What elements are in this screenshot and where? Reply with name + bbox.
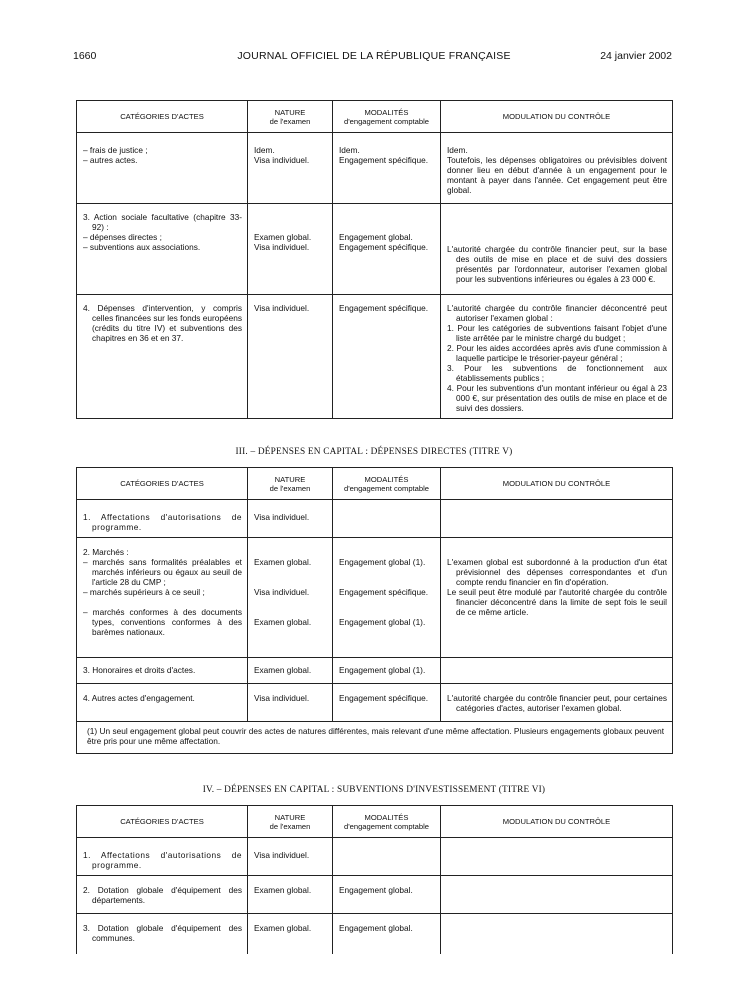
journal-title: JOURNAL OFFICIEL DE LA RÉPUBLIQUE FRANÇAISE	[237, 50, 511, 62]
cell-modalites: Engagement global.	[333, 914, 441, 954]
table-row	[77, 684, 673, 722]
cell-nature: Examen global.	[248, 658, 333, 684]
table-depenses-directes	[76, 467, 673, 754]
cell-nature: Examen global. Visa individuel.	[248, 204, 333, 295]
table-header-row	[77, 806, 673, 838]
cell-categorie: 2. Dotation globale d'équipement des départements.	[77, 876, 248, 914]
cell-modalites	[333, 500, 441, 538]
cell-modalites: Engagement global (1).	[333, 658, 441, 684]
cell-nature: Visa individuel.	[248, 684, 333, 722]
cell-modulation	[441, 658, 673, 684]
section-4-title: IV. – DÉPENSES EN CAPITAL : SUBVENTIONS D'INVESTISSEMENT (TITRE VI)	[202, 785, 546, 795]
col-modulation: MODULATION DU CONTRÔLE	[441, 101, 673, 133]
table-depenses-intervention	[76, 100, 673, 419]
cell-modulation: L'autorité chargée du contrôle financier peut, sur la base des outils de mise en place et de suivi des dossiers présentés par l'ordonnateur, autoriser l'examen global pour les subventions inférieures ou égales à 23 000 €.	[441, 204, 673, 295]
cell-nature: Visa individuel.	[248, 500, 333, 538]
cell-categorie: 1. Affectations d'autorisations de programme.	[77, 500, 248, 538]
cell-modulation: L'examen global est subordonné à la production d'un état prévisionnel des dépenses correspondantes et d'un compte rendu financier en fin d'opération. Le seuil peut être modulé par l'autorité chargée du contrôle financier déconcentré dans la limite de sept fois le seuil de ce même article.	[441, 538, 673, 658]
table-header-row	[77, 468, 673, 500]
table-subventions-investissement	[76, 805, 673, 954]
cell-nature: Visa individuel.	[248, 838, 333, 876]
cell-modalites: Engagement global. Engagement spécifique.	[333, 204, 441, 295]
cell-categorie: 2. Marchés : – marchés sans formalités préalables et marchés inférieurs ou égaux au seuil de l'article 28 du CMP ; – marchés supérieurs à ce seuil ; – marchés conformes à des documents types, conventions conformes à des barèmes nationaux.	[77, 538, 248, 658]
section-3-title: III. – DÉPENSES EN CAPITAL : DÉPENSES DIRECTES (TITRE V)	[235, 447, 513, 457]
table-row	[77, 876, 673, 914]
cell-modulation: Idem. Toutefois, les dépenses obligatoires ou prévisibles doivent donner lieu en début d'année à un engagement pour le montant à payer dans l'année. Cet engagement peut être global.	[441, 133, 673, 204]
cell-categorie: 4. Dépenses d'intervention, y compris celles financées sur les fonds européens (crédits du titre IV) et subventions des chapitres en 36 et en 37.	[77, 295, 248, 419]
cell-categorie: 1. Affectations d'autorisations de programme.	[77, 838, 248, 876]
cell-nature: Examen global.	[248, 876, 333, 914]
footnote: (1) Un seul engagement global peut couvrir des actes de natures différentes, mais relevant d'une même affectation. Plusieurs engagements globaux peuvent être pris pour une même affectation.	[77, 722, 673, 754]
table-row	[77, 838, 673, 876]
cell-categorie: – frais de justice ; – autres actes.	[77, 133, 248, 204]
cell-modalites	[333, 838, 441, 876]
cell-categorie: 3. Dotation globale d'équipement des communes.	[77, 914, 248, 954]
col-modulation: MODULATION DU CONTRÔLE	[441, 806, 673, 838]
col-modalites: MODALITÉS d'engagement comptable	[333, 101, 441, 133]
table-header-row	[77, 101, 673, 133]
col-categories: CATÉGORIES D'ACTES	[77, 806, 248, 838]
page-number: 1660	[73, 50, 97, 62]
cell-modulation	[441, 500, 673, 538]
cell-modalites: Idem. Engagement spécifique.	[333, 133, 441, 204]
table-row	[77, 204, 673, 295]
col-modalites: MODALITÉS d'engagement comptable	[333, 468, 441, 500]
col-categories: CATÉGORIES D'ACTES	[77, 468, 248, 500]
publication-date: 24 janvier 2002	[600, 50, 672, 62]
table-row	[77, 295, 673, 419]
table-row	[77, 658, 673, 684]
cell-categorie: 3. Honoraires et droits d'actes.	[77, 658, 248, 684]
table-footnote-row	[77, 722, 673, 754]
table-row	[77, 500, 673, 538]
cell-modalites: Engagement spécifique.	[333, 295, 441, 419]
col-categories: CATÉGORIES D'ACTES	[77, 101, 248, 133]
cell-modulation: L'autorité chargée du contrôle financier peut, pour certaines catégories d'actes, autoriser l'examen global.	[441, 684, 673, 722]
cell-modulation	[441, 914, 673, 954]
col-nature: NATURE de l'examen	[248, 806, 333, 838]
cell-modalites: Engagement global (1). Engagement spécifique. Engagement global (1).	[333, 538, 441, 658]
cell-nature: Examen global. Visa individuel. Examen global.	[248, 538, 333, 658]
cell-modalites: Engagement spécifique.	[333, 684, 441, 722]
cell-nature: Visa individuel.	[248, 295, 333, 419]
cell-modulation	[441, 876, 673, 914]
table-row	[77, 914, 673, 954]
col-nature: NATURE de l'examen	[248, 101, 333, 133]
col-modalites: MODALITÉS d'engagement comptable	[333, 806, 441, 838]
cell-modulation: L'autorité chargée du contrôle financier déconcentré peut autoriser l'examen global : 1. Pour les catégories de subventions faisant l'objet d'une liste arrêtée par le ministre chargé du budget ; 2. Pour les aides accordées après avis d'une commission à laquelle participe le trésorier-payeur général ; 3. Pour les subventions de fonctionnement aux établissements publics ; 4. Pour les subventions d'un montant inférieur ou égal à 23 000 €, sur présentation des outils de mise en place et de suivi des dossiers.	[441, 295, 673, 419]
cell-modulation	[441, 838, 673, 876]
col-nature: NATURE de l'examen	[248, 468, 333, 500]
cell-nature: Idem. Visa individuel.	[248, 133, 333, 204]
cell-categorie: 4. Autres actes d'engagement.	[77, 684, 248, 722]
cell-categorie: 3. Action sociale facultative (chapitre 33-92) : – dépenses directes ; – subventions aux associations.	[77, 204, 248, 295]
col-modulation: MODULATION DU CONTRÔLE	[441, 468, 673, 500]
cell-modalites: Engagement global.	[333, 876, 441, 914]
table-row	[77, 538, 673, 658]
table-row	[77, 133, 673, 204]
cell-nature: Examen global.	[248, 914, 333, 954]
